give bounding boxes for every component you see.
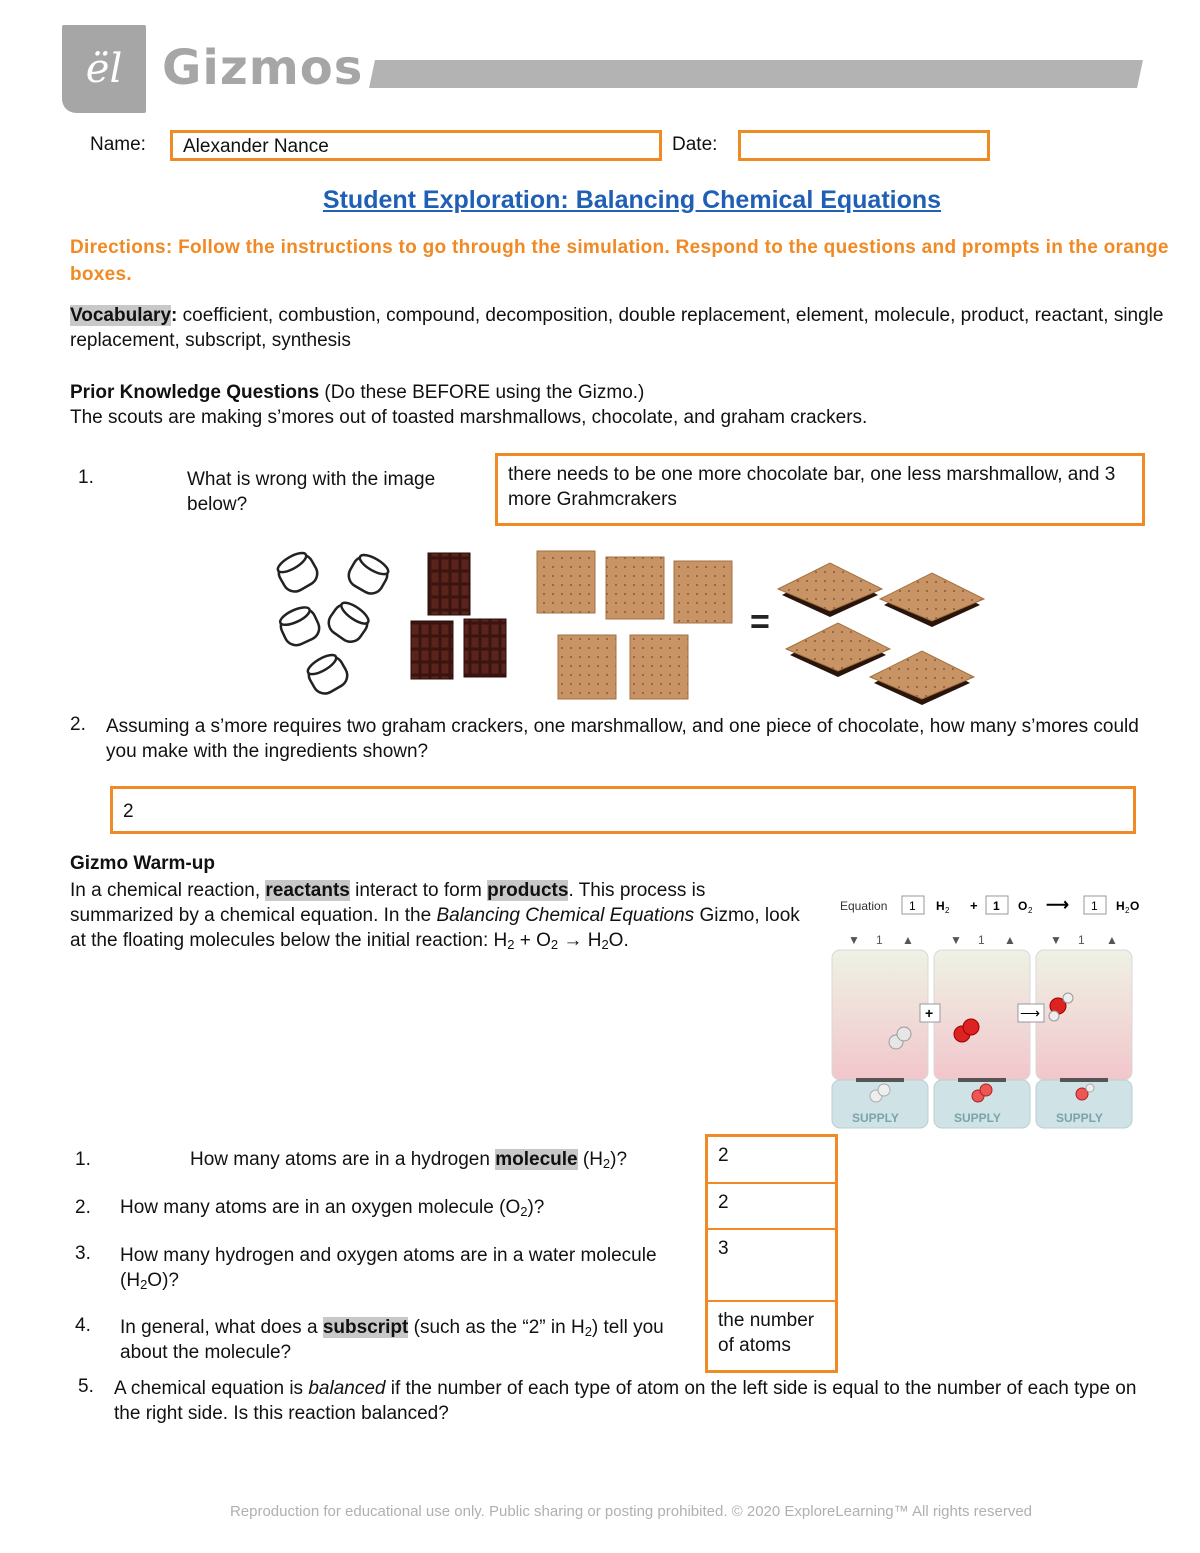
svg-text:1: 1	[993, 899, 1000, 913]
marshmallow-icon	[273, 548, 321, 595]
svg-text:⟶: ⟶	[1020, 1005, 1041, 1021]
svg-text:1: 1	[978, 933, 985, 947]
warmup-paragraph: In a chemical reaction, reactants interact to form products. This process is summarized by a chemical equation. In the Balancing Chemical Equations Gizmo, look at the floating molecules below the initial reaction: $H_2 + O_2 \to H_2O$.	[70, 880, 800, 952]
date-label: Date:	[672, 134, 718, 155]
smore-icon	[880, 573, 984, 627]
wq3-text: How many hydrogen and oxygen atoms are in a water molecule $(H_2O)$?	[120, 1245, 657, 1292]
chocolate-bars	[411, 553, 506, 679]
decrement-arrow-icon: ▼	[950, 933, 962, 947]
svg-text:O: O	[1130, 899, 1140, 913]
q1-answer-box[interactable]: there needs to be one more chocolate bar, one less marshmallow, and 3 more Grahmcrakers	[495, 453, 1145, 526]
footer: Reproduction for educational use only. Public sharing or posting prohibited. © 2020 ExploreLearning™ All rights reserved	[229, 1503, 1033, 1520]
svg-text:H: H	[936, 899, 945, 913]
vocabulary-label: Vocabulary	[70, 305, 172, 326]
svg-text:1: 1	[876, 933, 883, 947]
marshmallow-icon	[303, 650, 351, 697]
smores	[778, 563, 984, 705]
warmup-heading: Gizmo Warm-up	[70, 853, 215, 874]
marshmallow-icon	[276, 603, 323, 649]
q2-number: 2.	[70, 714, 86, 735]
svg-text:+: +	[970, 898, 978, 913]
decrement-arrow-icon: ▼	[848, 933, 860, 947]
chocolate-bar-icon	[464, 619, 506, 677]
wq2-answer-box[interactable]: 2	[705, 1183, 838, 1230]
svg-text:SUPPLY: SUPPLY	[852, 1111, 899, 1125]
prior-knowledge-heading: Prior Knowledge Questions (Do these BEFORE using the Gizmo.)	[70, 382, 645, 403]
equals-sign: =	[750, 603, 770, 641]
svg-text:1: 1	[1078, 933, 1085, 947]
wq2-number: 2.	[75, 1197, 91, 1218]
increment-arrow-icon: ▲	[1004, 933, 1016, 947]
marshmallow-icon	[324, 598, 373, 646]
reactant-panel-h2	[832, 950, 928, 1080]
date-field[interactable]	[738, 130, 990, 161]
svg-text:H: H	[1116, 899, 1125, 913]
wq4-text: In general, what does a subscript (such as the “2” in $H_2$) tell you about the molecule?	[120, 1317, 664, 1363]
graham-cracker-icon	[674, 561, 732, 623]
name-field[interactable]: Alexander Nance	[170, 130, 662, 161]
svg-text:2: 2	[1028, 906, 1033, 915]
graham-cracker-icon	[537, 551, 595, 613]
svg-text:1: 1	[1091, 899, 1098, 913]
vocabulary-list: coefficient, combustion, compound, decomposition, double replacement, element, molecule, product, reactant, single replacement, subscript, synthesis	[70, 305, 1164, 351]
vocabulary: Vocabulary: coefficient, combustion, compound, decomposition, double replacement, element, molecule, product, reactant, single replacement, subscript, synthesis	[70, 305, 1164, 351]
svg-text:2: 2	[945, 906, 950, 915]
smore-icon	[870, 651, 974, 705]
smore-icon	[778, 563, 882, 617]
wq4-answer-box[interactable]: the number of atoms	[705, 1301, 838, 1373]
graham-cracker-icon	[558, 635, 616, 699]
wq1-text: How many atoms are in a hydrogen molecule $(H_2)$?	[190, 1149, 628, 1171]
gizmos-brand: Gizmos	[162, 40, 364, 96]
reaction-arrow-icon: ⟶	[1046, 897, 1069, 914]
marshmallow-icon	[344, 550, 392, 597]
q1-text: What is wrong with the image below?	[187, 469, 436, 515]
svg-text:1: 1	[909, 899, 916, 913]
directions: Directions: Follow the instructions to go through the simulation. Respond to the questions and prompts in the orange boxes.	[70, 237, 1169, 285]
wq1-number: 1.	[75, 1149, 91, 1170]
graham-cracker-icon	[630, 635, 688, 699]
chocolate-bar-icon	[411, 621, 453, 679]
wq1-answer-box[interactable]: 2	[705, 1134, 838, 1184]
smores-illustration	[270, 545, 990, 705]
wq4-number: 4.	[75, 1315, 91, 1336]
explorelearning-logo: ël	[62, 25, 146, 113]
prior-intro: The scouts are making s’mores out of toasted marshmallows, chocolate, and graham crackers.	[70, 407, 868, 428]
q2-answer-box[interactable]: 2	[110, 786, 1136, 834]
increment-arrow-icon: ▲	[1106, 933, 1118, 947]
reactant-panel-o2	[934, 950, 1030, 1080]
svg-text:2: 2	[1125, 906, 1130, 915]
smore-icon	[786, 623, 890, 677]
svg-text:+: +	[925, 1005, 934, 1021]
q2-text: Assuming a s’more requires two graham crackers, one marshmallow, and one piece of chocolate, how many s’mores could you make with the ingredients shown?	[106, 716, 1139, 762]
graham-cracker-icon	[606, 557, 664, 619]
q5-number: 5.	[78, 1376, 94, 1397]
svg-text:SUPPLY: SUPPLY	[1056, 1111, 1103, 1125]
header-bar	[369, 60, 1143, 88]
name-label: Name:	[90, 134, 146, 155]
equation-label: Equation	[840, 899, 888, 913]
marshmallows	[273, 548, 392, 697]
chocolate-bar-icon	[428, 553, 470, 615]
wq2-text: How many atoms are in an oxygen molecule $(O_2)$?	[120, 1197, 545, 1219]
wq3-answer-box[interactable]: 3	[705, 1229, 838, 1302]
graham-crackers	[537, 551, 732, 699]
decrement-arrow-icon: ▼	[1050, 933, 1062, 947]
svg-text:SUPPLY: SUPPLY	[954, 1111, 1001, 1125]
gizmo-screenshot	[828, 888, 1144, 1133]
page-title: Student Exploration: Balancing Chemical Equations	[322, 186, 942, 214]
increment-arrow-icon: ▲	[902, 933, 914, 947]
svg-text:O: O	[1018, 899, 1028, 913]
q5-text: A chemical equation is balanced if the number of each type of atom on the left side is equal to the number of each type on the right side. Is this reaction balanced?	[114, 1378, 1137, 1424]
q1-number: 1.	[78, 467, 94, 488]
wq3-number: 3.	[75, 1243, 91, 1264]
